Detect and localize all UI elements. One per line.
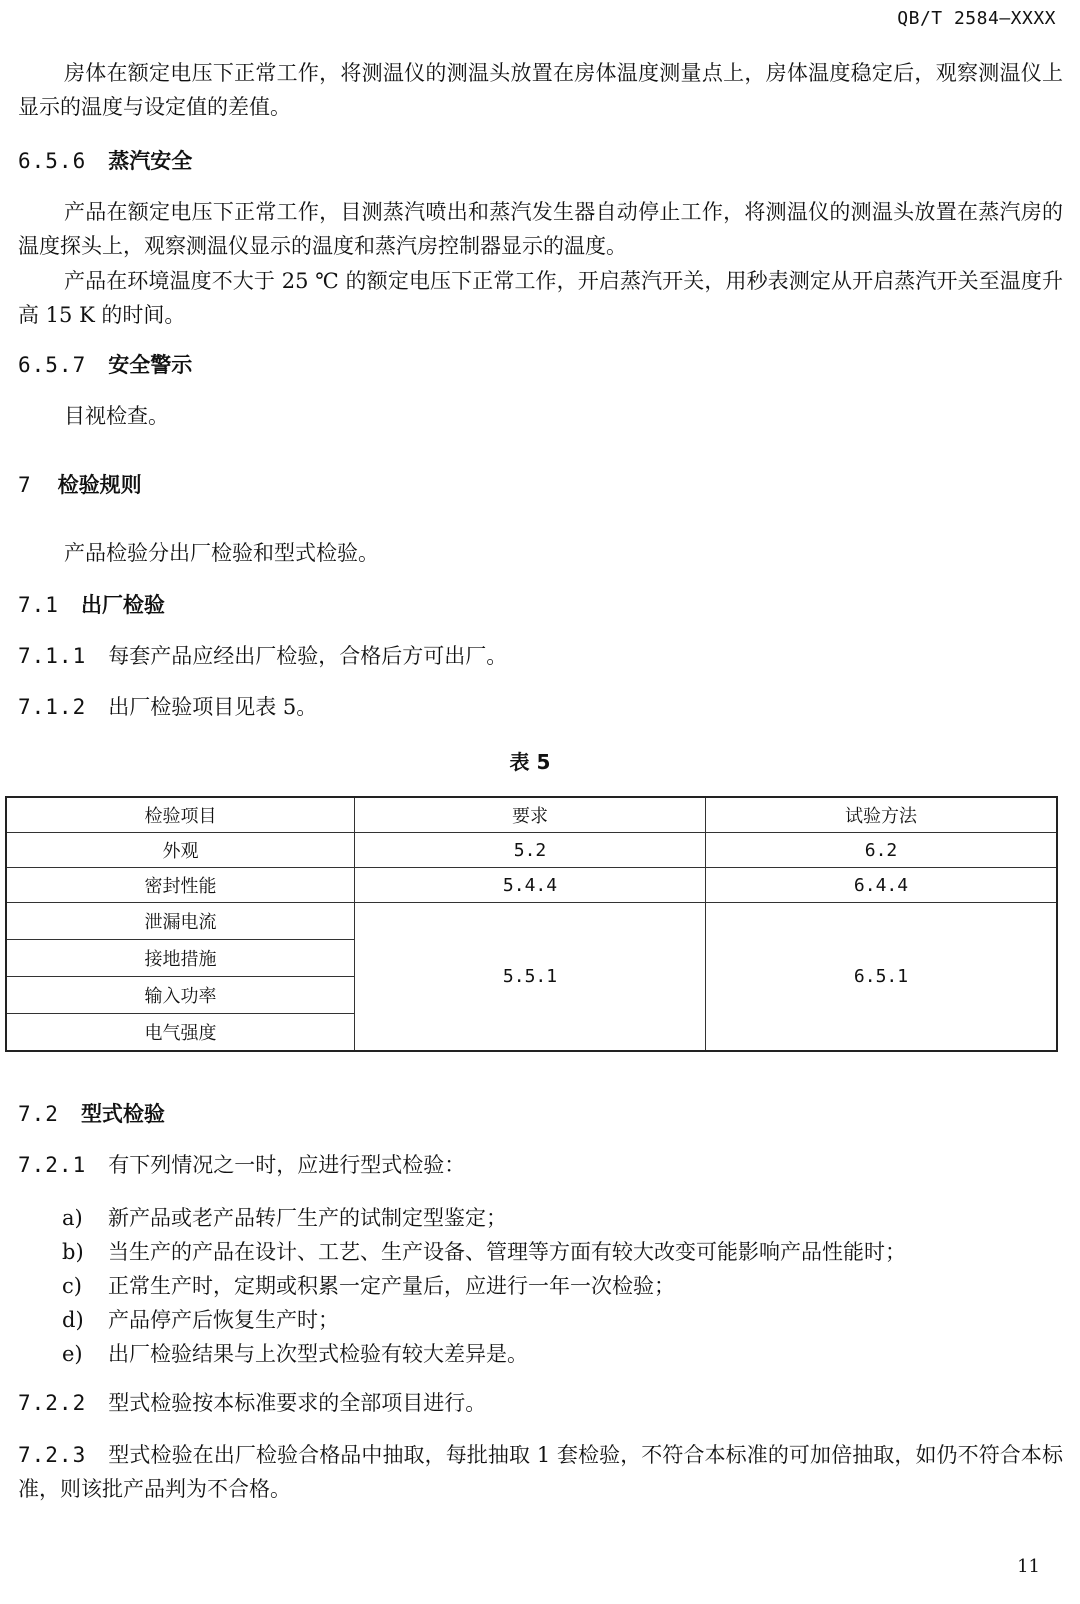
list-item-label: b) — [62, 1240, 84, 1264]
table-row — [6, 868, 1057, 903]
list-item — [62, 1303, 339, 1337]
section-6-5-7-heading — [18, 350, 192, 380]
table-row — [6, 903, 1057, 940]
section-title: 检验规则 — [57, 473, 142, 497]
clause-7-1-1 — [18, 641, 507, 671]
clause-7-2-3 — [18, 1438, 1063, 1506]
section-number: 7.1 — [18, 593, 59, 617]
clause-text: 出厂检验项目见表 5。 — [108, 695, 318, 719]
clause-7-1-2 — [18, 692, 317, 722]
table-cell: 接地措施 — [6, 940, 355, 977]
clause-text: 型式检验在出厂检验合格品中抽取，每批抽取 1 套检验，不符合本标准的可加倍抽取，如仍不符合本标准，则该批产品判为不合格。 — [18, 1443, 1063, 1501]
page-number: 11 — [1017, 1556, 1040, 1577]
section-7-heading — [18, 470, 142, 500]
section-7-2-heading — [18, 1099, 165, 1129]
table-5-title: 表 5 — [509, 750, 551, 774]
section-6-5-6-paragraph-1: 产品在额定电压下正常工作，目测蒸汽喷出和蒸汽发生器自动停止工作，将测温仪的测温头放置在蒸汽房的温度探头上，观察测温仪显示的温度和蒸汽房控制器显示的温度。 — [18, 200, 1063, 258]
section-6-5-7-paragraph: 目视检查。 — [64, 404, 169, 428]
section-7-paragraph: 产品检验分出厂检验和型式检验。 — [64, 541, 379, 565]
list-item-text: 新产品或老产品转厂生产的试制定型鉴定； — [108, 1206, 507, 1230]
document-code-header: QB/T 2584—XXXX — [897, 8, 1056, 29]
list-item-text: 出厂检验结果与上次型式检验有较大差异是。 — [108, 1342, 528, 1366]
list-item-text: 当生产的产品在设计、工艺、生产设备、管理等方面有较大改变可能影响产品性能时； — [108, 1240, 906, 1264]
list-item — [62, 1235, 906, 1269]
list-item-label: d) — [62, 1308, 84, 1332]
clause-text: 型式检验按本标准要求的全部项目进行。 — [108, 1391, 487, 1415]
section-number: 7 — [18, 473, 32, 497]
section-title: 出厂检验 — [80, 593, 165, 617]
section-6-5-6-heading — [18, 146, 192, 176]
clause-text: 有下列情况之一时，应进行型式检验： — [108, 1153, 466, 1177]
clause-7-2-2 — [18, 1388, 486, 1418]
section-7-1-heading — [18, 590, 165, 620]
clause-7-2-1 — [18, 1150, 465, 1180]
table-cell: 5.4.4 — [355, 868, 706, 903]
table-header-cell: 试验方法 — [706, 797, 1058, 833]
clause-number: 7.2.1 — [18, 1153, 87, 1177]
table-cell: 泄漏电流 — [6, 903, 355, 940]
list-item — [62, 1337, 528, 1371]
table-header-cell: 检验项目 — [6, 797, 355, 833]
list-item — [62, 1201, 507, 1235]
clause-number: 7.2.2 — [18, 1391, 87, 1415]
table-cell: 电气强度 — [6, 1014, 355, 1052]
table-header-row — [6, 797, 1057, 833]
section-6-5-6-paragraph-2: 产品在环境温度不大于 25 ℃ 的额定电压下正常工作，开启蒸汽开关，用秒表测定从开启蒸汽开关至温度升高 15 K 的时间。 — [18, 269, 1063, 327]
section-title: 蒸汽安全 — [108, 149, 193, 173]
table-header-cell: 要求 — [355, 797, 706, 833]
clause-number: 7.1.2 — [18, 695, 87, 719]
table-cell: 输入功率 — [6, 977, 355, 1014]
list-item-text: 正常生产时，定期或积累一定产量后，应进行一年一次检验； — [108, 1274, 675, 1298]
clause-number: 7.2.3 — [18, 1443, 87, 1467]
table-row — [6, 833, 1057, 868]
list-item-label: a) — [62, 1206, 83, 1230]
table-cell: 5.2 — [355, 833, 706, 868]
list-item-text: 产品停产后恢复生产时； — [108, 1308, 339, 1332]
clause-number: 7.1.1 — [18, 644, 87, 668]
list-item — [62, 1269, 675, 1303]
section-title: 型式检验 — [80, 1102, 165, 1126]
table-merged-cell: 5.5.1 — [355, 903, 706, 1052]
table-cell: 6.4.4 — [706, 868, 1058, 903]
section-number: 6.5.6 — [18, 149, 87, 173]
intro-paragraph: 房体在额定电压下正常工作，将测温仪的测温头放置在房体温度测量点上，房体温度稳定后，观察测温仪上显示的温度与设定值的差值。 — [18, 61, 1063, 119]
clause-text: 每套产品应经出厂检验，合格后方可出厂。 — [108, 644, 508, 668]
table-cell: 6.2 — [706, 833, 1058, 868]
table-5 — [5, 796, 1058, 1052]
table-merged-cell: 6.5.1 — [706, 903, 1058, 1052]
list-item-label: c) — [62, 1274, 82, 1298]
section-number: 6.5.7 — [18, 353, 87, 377]
table-cell: 密封性能 — [6, 868, 355, 903]
section-title: 安全警示 — [108, 353, 193, 377]
list-item-label: e) — [62, 1342, 83, 1366]
section-number: 7.2 — [18, 1102, 59, 1126]
table-cell: 外观 — [6, 833, 355, 868]
